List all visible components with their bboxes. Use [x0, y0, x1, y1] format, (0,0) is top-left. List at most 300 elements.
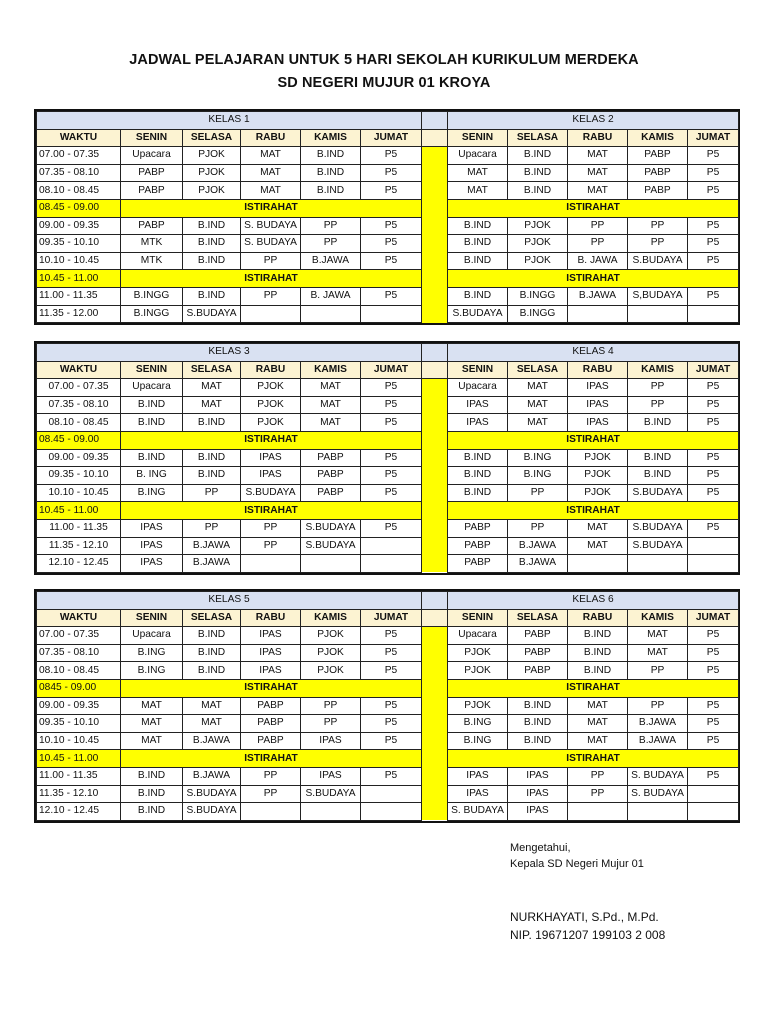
time-cell: 09.00 - 09.35: [37, 449, 121, 467]
subject-cell: PJOK: [301, 627, 361, 645]
break-label-left: ISTIRAHAT: [121, 750, 422, 768]
subject-cell: PP: [241, 785, 301, 803]
separator-cell: [422, 803, 448, 821]
time-cell: 09.00 - 09.35: [37, 697, 121, 715]
subject-cell: MAT: [241, 164, 301, 182]
subject-cell: MAT: [448, 164, 508, 182]
schedule-row: [37, 662, 739, 680]
schedule-row: [37, 697, 739, 715]
subject-cell: B.IND: [508, 147, 568, 165]
subject-cell: PJOK: [448, 662, 508, 680]
subject-cell: P5: [688, 414, 739, 432]
break-row: [37, 199, 739, 217]
subject-cell: MAT: [568, 697, 628, 715]
subject-cell: PABP: [301, 449, 361, 467]
subject-cell: P5: [688, 732, 739, 750]
separator-cell: [422, 679, 448, 697]
subject-cell: P5: [361, 449, 422, 467]
subject-cell: PABP: [628, 164, 688, 182]
subject-cell: PJOK: [448, 644, 508, 662]
header-waktu: WAKTU: [37, 129, 121, 147]
subject-cell: PP: [241, 767, 301, 785]
subject-cell: Upacara: [121, 627, 183, 645]
subject-cell: IPAS: [301, 767, 361, 785]
subject-cell: B.IND: [508, 164, 568, 182]
subject-cell: P5: [361, 467, 422, 485]
subject-cell: [361, 537, 422, 555]
header-day: RABU: [241, 361, 301, 379]
subject-cell: Upacara: [121, 147, 183, 165]
school-name: SD NEGERI MUJUR 01 KROYA: [277, 75, 491, 91]
time-cell: 07.35 - 08.10: [37, 164, 121, 182]
subject-cell: B.IND: [448, 235, 508, 253]
subject-cell: PP: [628, 379, 688, 397]
schedule-row: [37, 767, 739, 785]
separator-cell: [422, 609, 448, 627]
subject-cell: IPAS: [448, 414, 508, 432]
header-day: SELASA: [508, 609, 568, 627]
subject-cell: PABP: [628, 182, 688, 200]
time-cell: 10.10 - 10.45: [37, 252, 121, 270]
schedule-grid: [36, 111, 739, 323]
separator-cell: [422, 555, 448, 573]
header-day: SELASA: [183, 361, 241, 379]
time-cell: 11.35 - 12.00: [37, 305, 121, 323]
separator-cell: [422, 147, 448, 165]
subject-cell: B.IND: [301, 182, 361, 200]
subject-cell: IPAS: [448, 396, 508, 414]
subject-cell: PABP: [301, 467, 361, 485]
page-title: JADWAL PELAJARAN UNTUK 5 HARI SEKOLAH KURIKULUM MERDEKA: [129, 52, 639, 68]
separator-cell: [422, 164, 448, 182]
schedule-row: [37, 379, 739, 397]
subject-cell: S. BUDAYA: [628, 767, 688, 785]
separator-cell: [422, 502, 448, 520]
schedule-grid: [36, 343, 739, 573]
subject-cell: B.INGG: [508, 305, 568, 323]
subject-cell: MAT: [568, 715, 628, 733]
subject-cell: Upacara: [448, 627, 508, 645]
separator-cell: [422, 217, 448, 235]
subject-cell: B.JAWA: [183, 732, 241, 750]
subject-cell: PJOK: [183, 164, 241, 182]
subject-cell: P5: [361, 379, 422, 397]
header-day: RABU: [241, 609, 301, 627]
subject-cell: S.BUDAYA: [241, 484, 301, 502]
header-day: SENIN: [121, 129, 183, 147]
break-time: 10.45 - 11.00: [37, 750, 121, 768]
signature-nip: NIP. 19671207 199103 2 008: [510, 928, 666, 942]
subject-cell: B.IND: [301, 147, 361, 165]
subject-cell: IPAS: [241, 644, 301, 662]
separator-cell: [422, 112, 448, 130]
subject-cell: B.JAWA: [508, 537, 568, 555]
time-cell: 09.35 - 10.10: [37, 467, 121, 485]
subject-cell: B.IND: [628, 467, 688, 485]
subject-cell: P5: [688, 627, 739, 645]
subject-cell: PJOK: [508, 235, 568, 253]
break-row: [37, 679, 739, 697]
time-cell: 07.35 - 08.10: [37, 644, 121, 662]
break-label-right: ISTIRAHAT: [448, 679, 739, 697]
header-day: RABU: [568, 609, 628, 627]
subject-cell: B.IND: [508, 182, 568, 200]
header-day: RABU: [568, 361, 628, 379]
subject-cell: PABP: [508, 627, 568, 645]
subject-cell: B. ING: [121, 467, 183, 485]
subject-cell: MAT: [301, 396, 361, 414]
class-label-left: KELAS 1: [37, 112, 422, 130]
header-day: JUMAT: [361, 609, 422, 627]
day-header-row: [37, 361, 739, 379]
schedule-table-kelas-1-2: [34, 109, 740, 325]
subject-cell: MAT: [568, 147, 628, 165]
subject-cell: PABP: [628, 147, 688, 165]
subject-cell: B.INGG: [121, 305, 183, 323]
subject-cell: B.INGG: [508, 287, 568, 305]
subject-cell: MAT: [508, 379, 568, 397]
subject-cell: P5: [688, 662, 739, 680]
separator-cell: [422, 484, 448, 502]
subject-cell: P5: [688, 164, 739, 182]
subject-cell: P5: [688, 467, 739, 485]
schedule-row: [37, 519, 739, 537]
subject-cell: IPAS: [508, 767, 568, 785]
subject-cell: Upacara: [448, 379, 508, 397]
separator-cell: [422, 431, 448, 449]
subject-cell: MAT: [301, 414, 361, 432]
schedule-row: [37, 182, 739, 200]
subject-cell: P5: [688, 252, 739, 270]
separator-cell: [422, 287, 448, 305]
separator-cell: [422, 767, 448, 785]
time-cell: 11.35 - 12.10: [37, 785, 121, 803]
subject-cell: S.BUDAYA: [301, 785, 361, 803]
subject-cell: B.IND: [121, 767, 183, 785]
subject-cell: Upacara: [448, 147, 508, 165]
subject-cell: B.IND: [568, 644, 628, 662]
subject-cell: B.IND: [508, 697, 568, 715]
subject-cell: P5: [688, 644, 739, 662]
subject-cell: P5: [688, 217, 739, 235]
subject-cell: PABP: [508, 662, 568, 680]
subject-cell: PP: [628, 697, 688, 715]
subject-cell: S.BUDAYA: [301, 519, 361, 537]
subject-cell: [628, 305, 688, 323]
time-cell: 11.00 - 11.35: [37, 287, 121, 305]
subject-cell: PP: [628, 662, 688, 680]
subject-cell: MAT: [568, 519, 628, 537]
subject-cell: PABP: [448, 537, 508, 555]
subject-cell: P5: [361, 217, 422, 235]
subject-cell: P5: [361, 235, 422, 253]
subject-cell: MAT: [568, 732, 628, 750]
subject-cell: P5: [361, 396, 422, 414]
break-time: 0845 - 09.00: [37, 679, 121, 697]
break-row: [37, 750, 739, 768]
separator-cell: [422, 519, 448, 537]
subject-cell: B.ING: [508, 449, 568, 467]
time-cell: 08.10 - 08.45: [37, 414, 121, 432]
subject-cell: [688, 305, 739, 323]
subject-cell: MAT: [183, 396, 241, 414]
subject-cell: [241, 555, 301, 573]
subject-cell: PJOK: [241, 414, 301, 432]
subject-cell: B.ING: [121, 484, 183, 502]
subject-cell: MAT: [183, 379, 241, 397]
subject-cell: S.BUDAYA: [183, 785, 241, 803]
subject-cell: B.IND: [121, 785, 183, 803]
subject-cell: B.IND: [183, 644, 241, 662]
subject-cell: PP: [568, 235, 628, 253]
subject-cell: P5: [361, 164, 422, 182]
subject-cell: PJOK: [241, 396, 301, 414]
subject-cell: PP: [568, 767, 628, 785]
header-day: KAMIS: [301, 129, 361, 147]
subject-cell: P5: [361, 644, 422, 662]
subject-cell: MAT: [241, 182, 301, 200]
header-day: SELASA: [508, 129, 568, 147]
schedule-row: [37, 537, 739, 555]
header-day: KAMIS: [301, 361, 361, 379]
subject-cell: PP: [183, 519, 241, 537]
subject-cell: B.JAWA: [628, 715, 688, 733]
subject-cell: PJOK: [241, 379, 301, 397]
subject-cell: B.IND: [183, 627, 241, 645]
subject-cell: P5: [361, 627, 422, 645]
subject-cell: PJOK: [301, 644, 361, 662]
subject-cell: S.BUDAYA: [628, 537, 688, 555]
time-cell: 12.10 - 12.45: [37, 555, 121, 573]
subject-cell: P5: [361, 662, 422, 680]
subject-cell: S. BUDAYA: [241, 235, 301, 253]
subject-cell: IPAS: [241, 449, 301, 467]
subject-cell: PABP: [241, 732, 301, 750]
subject-cell: B.IND: [183, 662, 241, 680]
header-day: JUMAT: [688, 609, 739, 627]
header-day: JUMAT: [688, 129, 739, 147]
subject-cell: P5: [361, 414, 422, 432]
subject-cell: PABP: [448, 555, 508, 573]
separator-cell: [422, 270, 448, 288]
break-row: [37, 502, 739, 520]
subject-cell: S.BUDAYA: [183, 305, 241, 323]
separator-cell: [422, 344, 448, 362]
day-header-row: [37, 609, 739, 627]
subject-cell: IPAS: [241, 467, 301, 485]
separator-cell: [422, 361, 448, 379]
subject-cell: PABP: [448, 519, 508, 537]
separator-cell: [422, 199, 448, 217]
subject-cell: PP: [301, 217, 361, 235]
class-label-right: KELAS 6: [448, 592, 739, 610]
subject-cell: MAT: [301, 379, 361, 397]
subject-cell: P5: [688, 396, 739, 414]
subject-cell: P5: [361, 715, 422, 733]
subject-cell: MTK: [121, 235, 183, 253]
subject-cell: B.IND: [121, 396, 183, 414]
subject-cell: PP: [628, 396, 688, 414]
schedule-row: [37, 252, 739, 270]
time-cell: 09.35 - 10.10: [37, 715, 121, 733]
subject-cell: PABP: [121, 164, 183, 182]
subject-cell: PABP: [121, 182, 183, 200]
subject-cell: MAT: [628, 627, 688, 645]
separator-cell: [422, 396, 448, 414]
schedule-row: [37, 484, 739, 502]
subject-cell: B.IND: [301, 164, 361, 182]
time-cell: 10.10 - 10.45: [37, 732, 121, 750]
time-cell: 08.10 - 08.45: [37, 662, 121, 680]
header-day: KAMIS: [301, 609, 361, 627]
subject-cell: MAT: [121, 697, 183, 715]
schedule-grid: [36, 591, 739, 821]
subject-cell: IPAS: [301, 732, 361, 750]
header-day: KAMIS: [628, 361, 688, 379]
subject-cell: B.IND: [568, 627, 628, 645]
subject-cell: B.IND: [508, 715, 568, 733]
subject-cell: [361, 803, 422, 821]
subject-cell: PJOK: [508, 217, 568, 235]
subject-cell: P5: [361, 519, 422, 537]
header-day: SENIN: [448, 361, 508, 379]
schedule-row: [37, 217, 739, 235]
time-cell: 07.00 - 07.35: [37, 379, 121, 397]
subject-cell: B.IND: [448, 252, 508, 270]
signature-position: Kepala SD Negeri Mujur 01: [510, 858, 644, 870]
subject-cell: IPAS: [241, 627, 301, 645]
separator-cell: [422, 662, 448, 680]
separator-cell: [422, 592, 448, 610]
separator-cell: [422, 627, 448, 645]
subject-cell: [361, 305, 422, 323]
subject-cell: PP: [508, 519, 568, 537]
separator-cell: [422, 379, 448, 397]
subject-cell: B.IND: [121, 449, 183, 467]
separator-cell: [422, 252, 448, 270]
subject-cell: PP: [568, 785, 628, 803]
subject-cell: B.JAWA: [628, 732, 688, 750]
subject-cell: PP: [301, 715, 361, 733]
subject-cell: PJOK: [568, 467, 628, 485]
subject-cell: B.JAWA: [301, 252, 361, 270]
header-day: RABU: [241, 129, 301, 147]
subject-cell: [688, 555, 739, 573]
subject-cell: S.BUDAYA: [628, 519, 688, 537]
subject-cell: [301, 803, 361, 821]
schedule-row: [37, 164, 739, 182]
subject-cell: PJOK: [448, 697, 508, 715]
subject-cell: P5: [688, 449, 739, 467]
subject-cell: PP: [241, 519, 301, 537]
subject-cell: PABP: [301, 484, 361, 502]
subject-cell: PJOK: [508, 252, 568, 270]
schedule-row: [37, 627, 739, 645]
subject-cell: P5: [361, 182, 422, 200]
class-header-row: [37, 112, 739, 130]
header-day: RABU: [568, 129, 628, 147]
separator-cell: [422, 732, 448, 750]
subject-cell: B.IND: [183, 287, 241, 305]
schedule-row: [37, 305, 739, 323]
subject-cell: IPAS: [568, 396, 628, 414]
subject-cell: B.IND: [183, 467, 241, 485]
subject-cell: PP: [241, 252, 301, 270]
subject-cell: IPAS: [568, 379, 628, 397]
header-day: SELASA: [183, 609, 241, 627]
subject-cell: [241, 305, 301, 323]
subject-cell: S.BUDAYA: [183, 803, 241, 821]
subject-cell: MTK: [121, 252, 183, 270]
separator-cell: [422, 129, 448, 147]
subject-cell: B.JAWA: [508, 555, 568, 573]
subject-cell: B.ING: [121, 644, 183, 662]
schedule-row: [37, 449, 739, 467]
subject-cell: B.JAWA: [183, 555, 241, 573]
subject-cell: B.IND: [183, 414, 241, 432]
subject-cell: MAT: [508, 396, 568, 414]
separator-cell: [422, 182, 448, 200]
subject-cell: P5: [688, 182, 739, 200]
subject-cell: MAT: [628, 644, 688, 662]
separator-cell: [422, 449, 448, 467]
subject-cell: B.JAWA: [183, 767, 241, 785]
subject-cell: PP: [241, 287, 301, 305]
subject-cell: PJOK: [568, 484, 628, 502]
subject-cell: B.IND: [448, 287, 508, 305]
subject-cell: MAT: [568, 182, 628, 200]
class-label-left: KELAS 5: [37, 592, 422, 610]
subject-cell: P5: [688, 235, 739, 253]
subject-cell: [568, 803, 628, 821]
break-label-left: ISTIRAHAT: [121, 502, 422, 520]
separator-cell: [422, 235, 448, 253]
subject-cell: [568, 555, 628, 573]
subject-cell: MAT: [568, 537, 628, 555]
subject-cell: P5: [361, 252, 422, 270]
subject-cell: [361, 785, 422, 803]
subject-cell: Upacara: [121, 379, 183, 397]
subject-cell: B.JAWA: [183, 537, 241, 555]
header-day: KAMIS: [628, 129, 688, 147]
subject-cell: S.BUDAYA: [628, 484, 688, 502]
subject-cell: S. BUDAYA: [628, 785, 688, 803]
class-label-right: KELAS 2: [448, 112, 739, 130]
schedule-row: [37, 785, 739, 803]
subject-cell: IPAS: [121, 519, 183, 537]
break-label-right: ISTIRAHAT: [448, 750, 739, 768]
subject-cell: MAT: [448, 182, 508, 200]
schedule-row: [37, 147, 739, 165]
class-header-row: [37, 344, 739, 362]
subject-cell: [241, 803, 301, 821]
break-label-left: ISTIRAHAT: [121, 270, 422, 288]
subject-cell: S.BUDAYA: [301, 537, 361, 555]
separator-cell: [422, 305, 448, 323]
subject-cell: S,BUDAYA: [628, 287, 688, 305]
class-label-left: KELAS 3: [37, 344, 422, 362]
subject-cell: PP: [183, 484, 241, 502]
header-day: JUMAT: [361, 129, 422, 147]
separator-cell: [422, 467, 448, 485]
schedule-row: [37, 715, 739, 733]
subject-cell: PJOK: [183, 182, 241, 200]
subject-cell: B.IND: [508, 732, 568, 750]
subject-cell: B.ING: [508, 467, 568, 485]
subject-cell: IPAS: [241, 662, 301, 680]
subject-cell: P5: [361, 732, 422, 750]
subject-cell: B.IND: [448, 467, 508, 485]
